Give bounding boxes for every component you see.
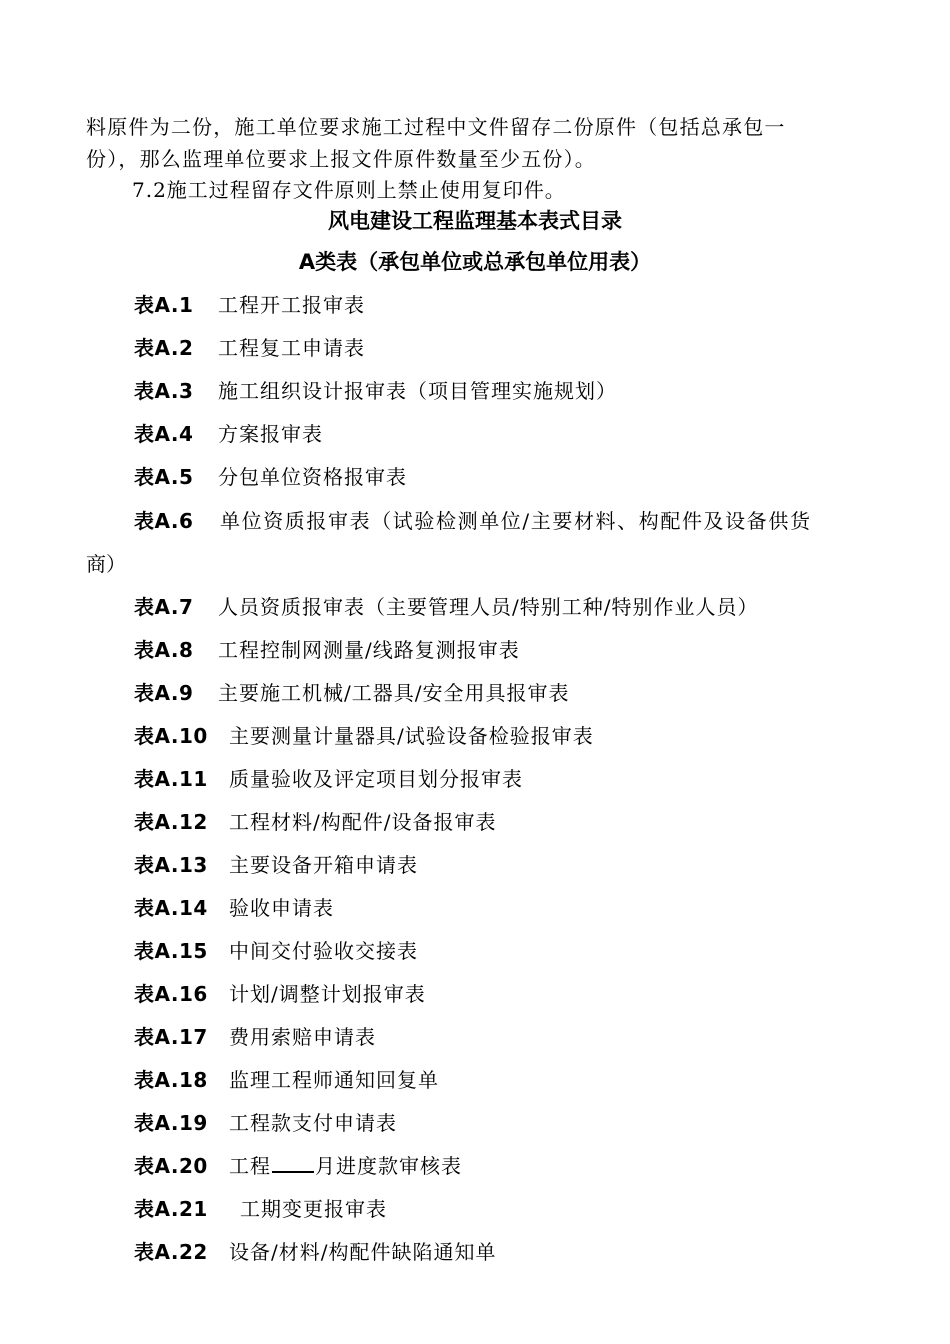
entry-name: 方案报审表 xyxy=(218,422,323,446)
entry-name: 工程材料/构配件/设备报审表 xyxy=(229,810,497,834)
entry-code: 表A.21 xyxy=(134,1197,208,1221)
entry-code: 表A.11 xyxy=(134,767,208,791)
entry-code: 表A.6 xyxy=(134,509,194,533)
list-item xyxy=(134,1023,376,1051)
entry-name: 质量验收及评定项目划分报审表 xyxy=(229,767,523,791)
entry-code: 表A.4 xyxy=(134,422,194,446)
list-item xyxy=(134,463,407,491)
entry-name: 计划/调整计划报审表 xyxy=(229,982,426,1006)
entry-name-prefix: 工程 xyxy=(229,1154,271,1178)
list-item xyxy=(134,636,520,664)
list-item xyxy=(134,1152,462,1180)
document-title: 风电建设工程监理基本表式目录 xyxy=(328,209,622,233)
intro-line-1: 料原件为二份，施工单位要求施工过程中文件留存二份原件（包括总承包一 xyxy=(86,115,786,139)
entry-code: 表A.17 xyxy=(134,1025,208,1049)
entry-code: 表A.18 xyxy=(134,1068,208,1092)
entry-name: 单位资质报审表（试验检测单位/主要材料、构配件及设备供货 xyxy=(220,509,812,533)
entry-name-continuation: 商） xyxy=(86,552,126,576)
list-item xyxy=(134,765,523,793)
list-item xyxy=(134,808,496,836)
entry-name: 验收申请表 xyxy=(229,896,334,920)
document-subtitle: A类表（承包单位或总承包单位用表） xyxy=(298,250,652,274)
list-item xyxy=(134,1109,397,1137)
list-item xyxy=(134,291,365,319)
entry-name: 设备/材料/构配件缺陷通知单 xyxy=(229,1240,497,1264)
list-item xyxy=(134,679,569,707)
entry-name: 主要施工机械/工器具/安全用具报审表 xyxy=(218,681,570,705)
entry-name: 分包单位资格报审表 xyxy=(218,465,407,489)
intro-line-3: 7.2施工过程留存文件原则上禁止使用复印件。 xyxy=(132,178,566,202)
list-item xyxy=(134,377,617,405)
entry-code: 表A.2 xyxy=(134,336,194,360)
list-item xyxy=(134,851,418,879)
entry-name: 工程控制网测量/线路复测报审表 xyxy=(218,638,520,662)
entry-code: 表A.13 xyxy=(134,853,208,877)
list-item xyxy=(134,334,365,362)
entry-code: 表A.9 xyxy=(134,681,194,705)
entry-name: 监理工程师通知回复单 xyxy=(229,1068,439,1092)
entry-name: 费用索赔申请表 xyxy=(229,1025,376,1049)
entry-name: 工程开工报审表 xyxy=(218,293,365,317)
list-item xyxy=(134,507,812,535)
list-item xyxy=(134,722,594,750)
entry-code: 表A.20 xyxy=(134,1154,208,1178)
intro-line-2: 份），那么监理单位要求上报文件原件数量至少五份）。 xyxy=(86,147,596,171)
list-item xyxy=(134,1238,496,1266)
entry-name: 中间交付验收交接表 xyxy=(229,939,418,963)
entry-code: 表A.12 xyxy=(134,810,208,834)
list-item xyxy=(134,1066,439,1094)
entry-code: 表A.8 xyxy=(134,638,194,662)
entry-code: 表A.15 xyxy=(134,939,208,963)
entry-name: 工程复工申请表 xyxy=(218,336,365,360)
entry-code: 表A.5 xyxy=(134,465,194,489)
entry-name: 人员资质报审表（主要管理人员/特别工种/特别作业人员） xyxy=(218,595,759,619)
entry-name: 主要测量计量器具/试验设备检验报审表 xyxy=(229,724,594,748)
entry-code: 表A.3 xyxy=(134,379,194,403)
entry-name: 工程款支付申请表 xyxy=(229,1111,397,1135)
list-item xyxy=(134,593,758,621)
list-item xyxy=(134,980,426,1008)
entry-code: 表A.14 xyxy=(134,896,208,920)
entry-name: 工期变更报审表 xyxy=(240,1197,387,1221)
entry-code: 表A.16 xyxy=(134,982,208,1006)
entry-code: 表A.19 xyxy=(134,1111,208,1135)
list-item xyxy=(134,1195,387,1223)
blank-underline xyxy=(272,1153,314,1173)
entry-code: 表A.22 xyxy=(134,1240,208,1264)
entry-name: 主要设备开箱申请表 xyxy=(229,853,418,877)
list-item xyxy=(134,937,418,965)
list-item xyxy=(134,894,334,922)
entry-name-suffix: 月进度款审核表 xyxy=(315,1154,462,1178)
entry-code: 表A.1 xyxy=(134,293,194,317)
entry-code: 表A.10 xyxy=(134,724,208,748)
entry-name: 施工组织设计报审表（项目管理实施规划） xyxy=(218,379,617,403)
entry-code: 表A.7 xyxy=(134,595,194,619)
list-item xyxy=(134,420,323,448)
